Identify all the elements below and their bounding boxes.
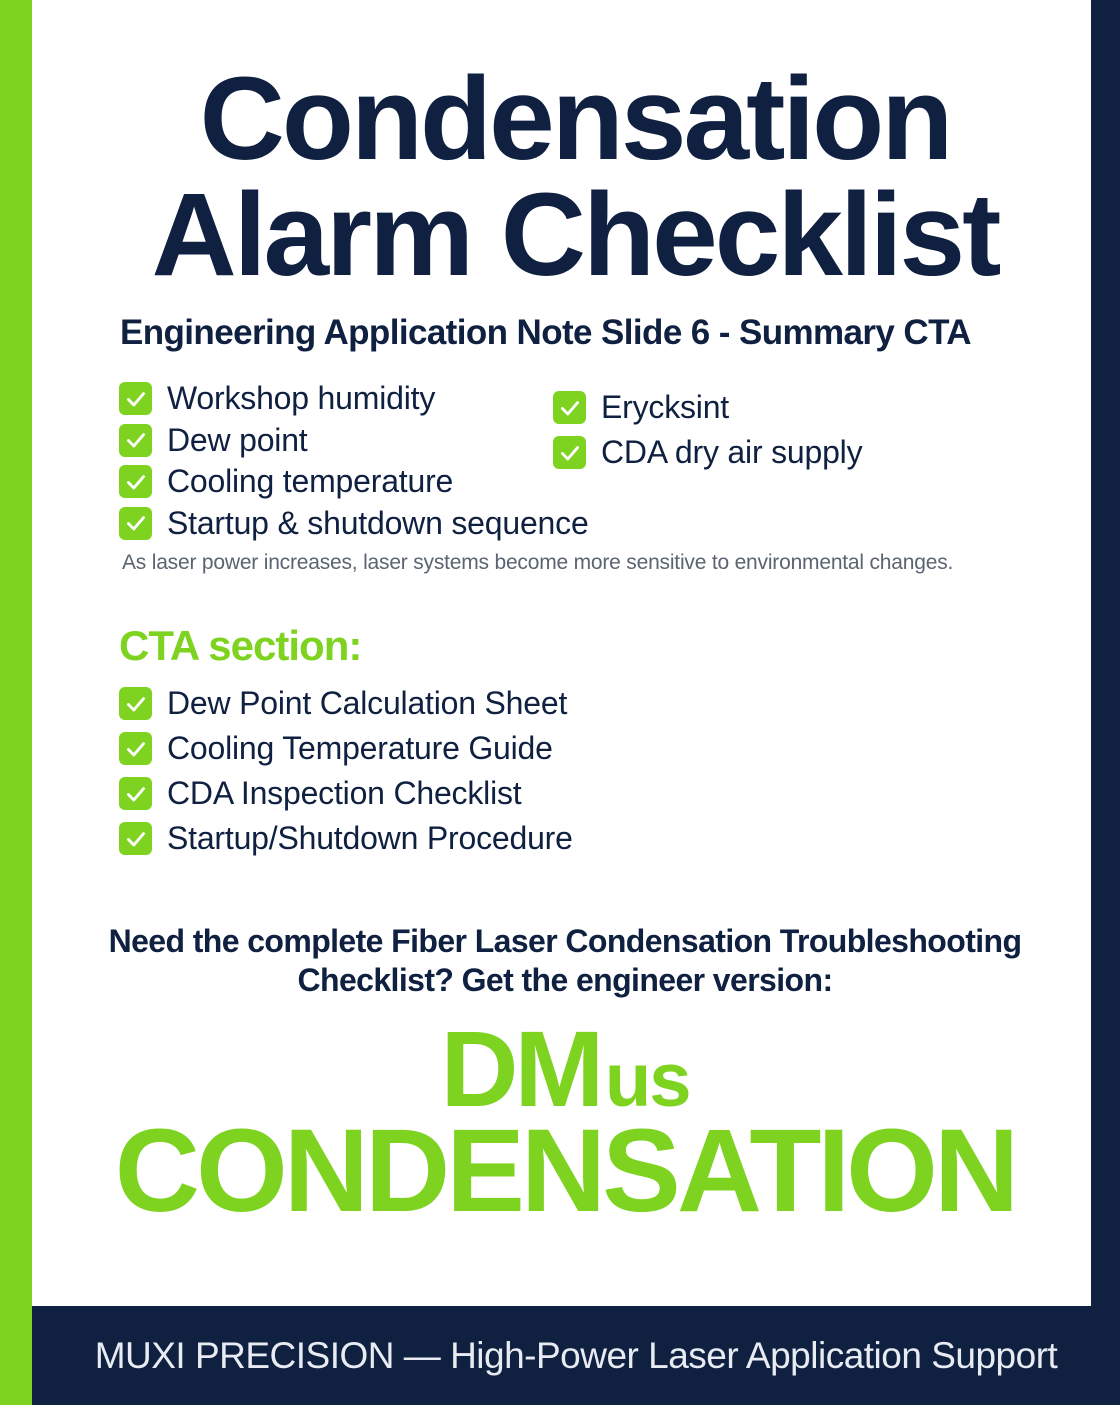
cta-item-label: Dew Point Calculation Sheet: [167, 685, 568, 721]
checklist-item-label: CDA dry air supply: [601, 434, 863, 470]
sensitivity-note: As laser power increases, laser systems become more sensitive to environmental changes.: [122, 551, 954, 574]
left-accent-bar: [0, 0, 32, 1405]
checklist-item: [553, 430, 862, 475]
engineer-version-prompt: [40, 922, 1090, 1000]
engineer-version-prompt-line-2: Checklist? Get the engineer version:: [297, 962, 833, 998]
us-text: us: [604, 1038, 690, 1123]
dm-text: DM: [440, 1008, 601, 1129]
title-line-2: Alarm Checklist: [151, 169, 999, 301]
cta-item-label: CDA Inspection Checklist: [167, 775, 522, 811]
title-line-1: Condensation: [199, 53, 951, 185]
cta-item: [119, 681, 573, 726]
cta-item-label: Cooling Temperature Guide: [167, 730, 553, 766]
checkbox-checked-icon: [119, 382, 152, 415]
checkbox-checked-icon: [119, 424, 152, 457]
cta-heading: CTA section:: [119, 622, 362, 669]
cta-item: [119, 726, 573, 771]
checklist-item: [119, 503, 589, 545]
footer-text: MUXI PRECISION — High-Power Laser Application Support: [94, 1334, 1058, 1376]
checklist-item-label: Dew point: [167, 421, 308, 458]
checklist-item: [553, 385, 862, 430]
checklist-item-label: Cooling temperature: [167, 463, 454, 500]
engineer-version-prompt-line-1: Need the complete Fiber Laser Condensation Troubleshooting: [108, 923, 1022, 959]
checklist-item: [119, 461, 589, 503]
right-accent-bar: [1091, 0, 1120, 1405]
checklist-item-label: Workshop humidity: [167, 380, 436, 417]
checkbox-checked-icon: [119, 507, 152, 540]
dm-keyword: CONDENSATION: [114, 1105, 1016, 1237]
checklist-item-label: Startup & shutdown sequence: [167, 504, 589, 541]
checkbox-checked-icon: [119, 777, 152, 810]
cta-list: [119, 681, 573, 861]
cta-item: [119, 771, 573, 816]
checkbox-checked-icon: [553, 391, 586, 424]
checklist-column-1: [119, 378, 589, 544]
footer-bar: [32, 1306, 1120, 1405]
checkbox-checked-icon: [119, 732, 152, 765]
checklist-item: [119, 420, 589, 462]
cta-item: [119, 816, 573, 861]
subtitle: Engineering Application Note Slide 6 - Summary CTA: [120, 313, 971, 352]
checklist-item-label: Erycksint: [601, 389, 729, 425]
checklist-item: [119, 378, 589, 420]
checkbox-checked-icon: [119, 822, 152, 855]
checkbox-checked-icon: [119, 465, 152, 498]
checklist-column-2: [553, 385, 862, 475]
checkbox-checked-icon: [553, 436, 586, 469]
cta-item-label: Startup/Shutdown Procedure: [167, 820, 573, 856]
checkbox-checked-icon: [119, 687, 152, 720]
